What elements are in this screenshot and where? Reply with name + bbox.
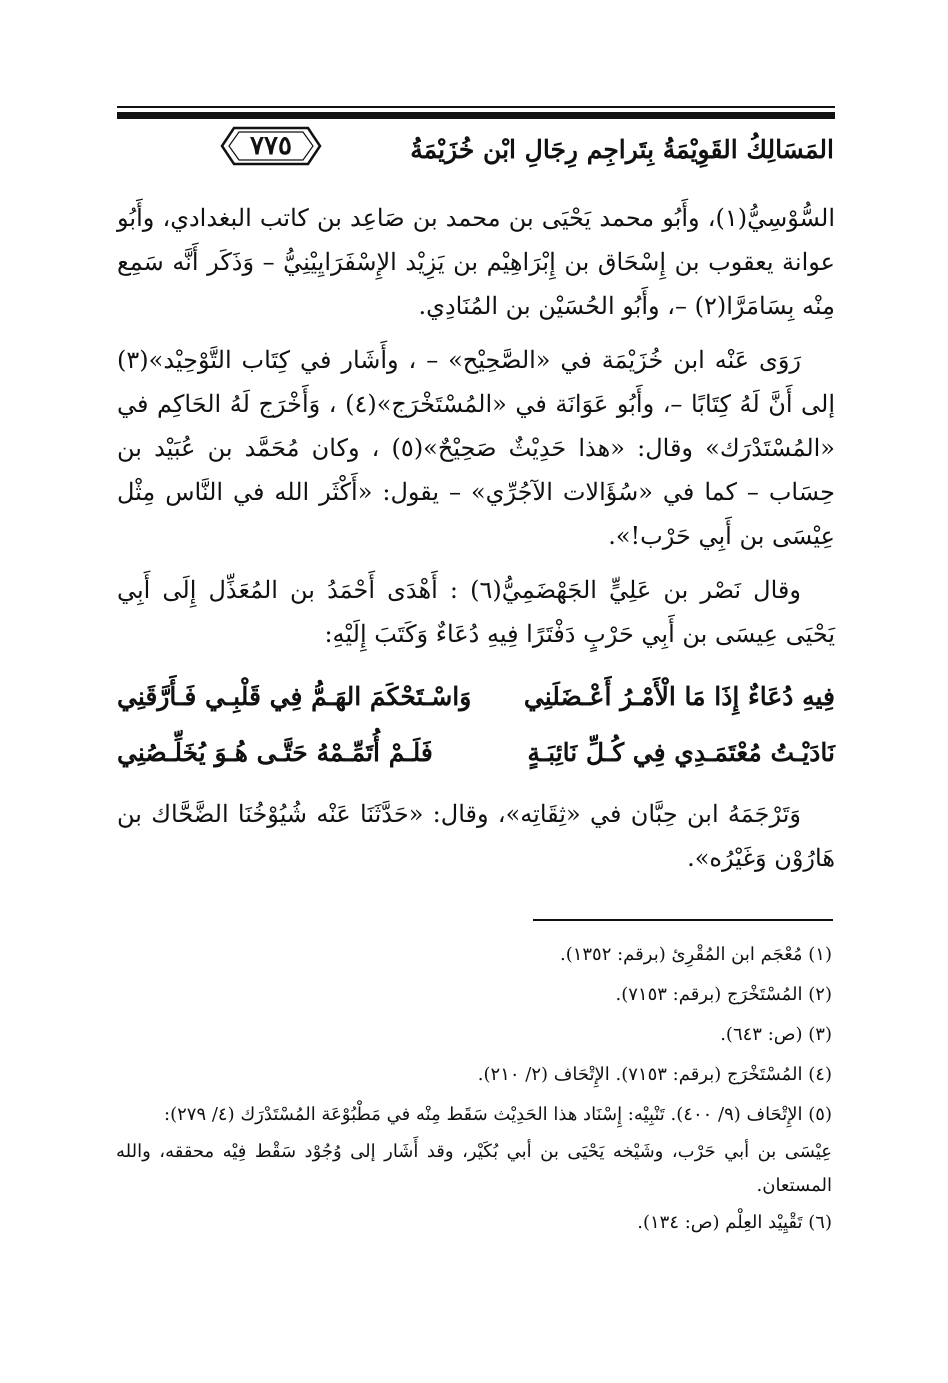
main-text <box>117 196 835 666</box>
verse-hemistich: فَلَـمْ أُتَمِّـمْهُ حَتَّـى هُـوَ يُخَلِّـصُنِي <box>117 738 433 767</box>
footnote: (٦) تَقْيِيْد العِلْم (ص: ١٣٤). <box>637 1212 832 1233</box>
running-title: المَسَالِكُ القَوِيْمَةُ بِتَراجِم رِجَالِ ابْن خُزَيْمَةُ <box>410 135 834 164</box>
page-number-frame <box>220 124 322 168</box>
footnote-continuation: عِيْسَى بن أبي حَرْب، وشَيْخه يَحْيَى بن أبي بُكَيْر، وقد أَشَار إلى وُجُوْد سَقْط فِيْه محققه، والله المستعان. <box>116 1141 832 1196</box>
paragraph: وقال نَصْر بن عَلِيٍّ الجَهْضَمِيُّ(٦) : أَهْدَى أَحْمَدُ بن المُعَذِّل إِلَى أَبِي يَحْيَى عِيسَى بن أَبِي حَرْبٍ دَفْتَرًا فِيهِ دُعَاءٌ وَكَتَبَ إِلَيْهِ: <box>117 576 835 648</box>
paragraph: رَوَى عَنْه ابن خُزَيْمَة في «الصَّحِيْح» – ، وأَشَار في كِتَاب التَّوْحِيْد»(٣) إلى أَنَّ لَهُ كِتَابًا –، وأَبُو عَوَانَة في «المُسْتَخْرَج»(٤) ، وَأَخْرَج لَهُ الحَاكِم في «المُسْتَدْرَك» وقال: «هذا حَدِيْثٌ صَحِيْحٌ»(٥) ، وكان مُحَمَّد بن عُبَيْد بن حِسَاب – كما في «سُؤَالات الآجُرِّي» – يقول: «أَكْثَر الله في النَّاس مِثْل عِيْسَى بن أَبِي حَرْب!». <box>117 346 836 550</box>
footnotes <box>116 935 832 1243</box>
footnote-separator <box>533 919 833 921</box>
footnote: (٤) المُسْتَخْرَج (برقم: ٧١٥٣). الإِتْحَاف (٢/ ٢١٠). <box>477 1064 832 1085</box>
paragraph: السُّوْسِيُّ(١)، وأَبُو محمد يَحْيَى بن محمد بن صَاعِد بن كاتب البغدادي، وأَبُو عوانة يعقوب بن إِسْحَاق بن إِبْرَاهِيْم بن يَزِيْد الإِسْفَرَايِيْنِيُّ – وَذَكَر أَنَّه سَمِع مِنْه بِسَامَرَّا(٢) –، وأَبُو الحُسَيْن بن المُنَادِي. <box>117 204 835 320</box>
page-number: ٧٧٥ <box>250 131 292 161</box>
verse-line <box>117 738 835 784</box>
verse-line <box>117 682 835 728</box>
footnote: (٥) الإِتْحَاف (٩/ ٤٠٠). تَنْبِيْه: إِسْنَاد هذا الحَدِيْث سَقَط مِنْه في مَطْبُوْعَة المُسْتَدْرَك (٤/ ٢٧٩): <box>164 1104 832 1125</box>
header-rule <box>117 106 835 119</box>
paragraph: وَتَرْجَمَهُ ابن حِبَّان في «ثِقَاتِه»، وقال: «حَدَّثَنَا عَنْه شُيُوْخُنَا الضَّحَّاك بن هَارُوْن وَغَيْرُه». <box>117 800 835 872</box>
footnote: (٢) المُسْتَخْرَج (برقم: ٧١٥٣). <box>615 984 832 1005</box>
verse-hemistich: فِيهِ دُعَاءٌ إِذَا مَا الْأَمْـرُ أَعْـضَلَنِي <box>523 682 835 711</box>
footnote: (١) مُعْجَم ابن المُقْرِئ (برقم: ١٣٥٢). <box>559 944 832 965</box>
verse-hemistich: نَادَيْـتُ مُعْتَمَـدِي فِي كُـلِّ نَائِبَـةٍ <box>527 738 835 767</box>
verse-hemistich: وَاسْـتَحْكَمَ الهَـمُّ فِي قَلْبِـي فَـأَرَّقَنِي <box>117 682 472 711</box>
footnote: (٣) (ص: ٦٤٣). <box>720 1024 832 1045</box>
